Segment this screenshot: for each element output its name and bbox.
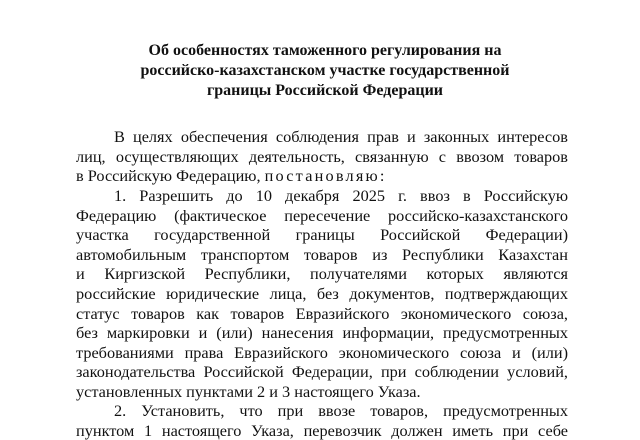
item-2-line: 2. Установить, что при ввозе товаров, предусмотренных [114, 401, 568, 420]
item-2-paragraph [76, 401, 568, 440]
preamble-line-2: лиц, осуществляющих деятельность, связанную с ввозом товаров [76, 146, 568, 166]
decree-word: постановляю: [264, 166, 387, 186]
item-1-line: автомобильным транспортом товаров из Республики Казахстан [76, 244, 568, 264]
preamble-line-1: В целях обеспечения соблюдения прав и законных интересов [114, 127, 568, 146]
item-1-line: российские юридические лица, без документов, подтверждающих [76, 283, 568, 303]
item-1-line: без маркировки и (или) нанесения информации, предусмотренных [76, 323, 568, 343]
item-1-line: участка государственной границы Российской Федерации) [76, 225, 568, 245]
item-1-line: и Киргизской Республики, получателями которых являются [76, 264, 568, 284]
title-line-1: Об особенностях таможенного регулирования на [148, 42, 502, 59]
preamble-line-3 [76, 166, 568, 186]
item-1-line: 1. Разрешить до 10 декабря 2025 г. ввоз в Российскую [114, 186, 568, 205]
title-line-3: границы Российской Федерации [206, 82, 444, 99]
item-1-line: законодательства Российской Федерации, при соблюдении условий, [76, 362, 568, 382]
item-1-line: Федерацию (фактическое пересечение российско-казахстанского [76, 205, 568, 225]
document-title [110, 41, 540, 101]
preamble-line-3-text: в Российскую Федерацию, [76, 166, 265, 186]
item-1-paragraph [76, 186, 568, 402]
item-1-line: требованиями права Евразийского экономического союза и (или) [76, 342, 568, 362]
item-2-line: пунктом 1 настоящего Указа, перевозчик должен иметь при себе [76, 420, 568, 440]
preamble-paragraph [76, 127, 568, 186]
title-line-2: российско-казахстанском участке государственной [140, 62, 510, 79]
item-1-line: статус товаров как товаров Евразийского экономического союза, [76, 303, 568, 323]
item-1-line: установленных пунктами 2 и 3 настоящего Указа. [76, 381, 421, 401]
